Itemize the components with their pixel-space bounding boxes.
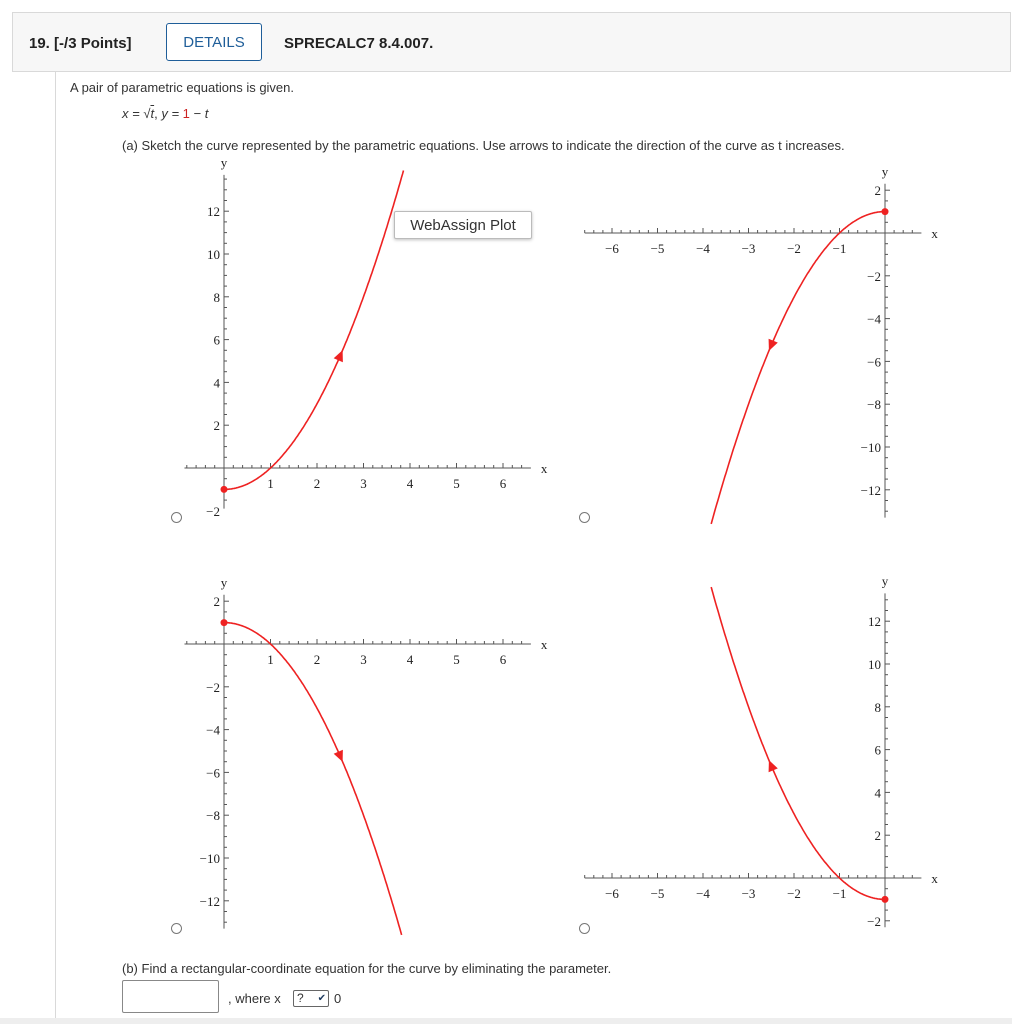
x-tick-label: 4 [406, 476, 414, 491]
y-tick-label: −12 [860, 482, 881, 498]
question-number: 19. [-/3 Points] [29, 35, 132, 52]
y-tick-label: −6 [867, 354, 881, 370]
y-axis-label: y [881, 573, 889, 589]
x-tick-label: 6 [499, 476, 507, 491]
y-equation-const: 1 [182, 106, 190, 121]
equation-separator: , [154, 106, 162, 121]
x-tick-label: −2 [787, 886, 801, 901]
x-equation-lhs: x = [122, 106, 144, 121]
x-tick-label: 6 [499, 652, 507, 667]
x-tick-label: −5 [650, 241, 665, 256]
y-tick-label: 2 [213, 594, 220, 610]
relation-select[interactable] [293, 990, 329, 1007]
x-tick-label: −6 [605, 886, 619, 901]
x-tick-label: −1 [832, 241, 847, 256]
y-axis-label: y [220, 154, 228, 170]
y-tick-label: 12 [868, 614, 881, 630]
y-tick-label: 4 [213, 375, 220, 391]
x-axis-label: x [540, 637, 548, 652]
y-equation-lhs: y = [161, 106, 183, 121]
x-tick-label: −4 [696, 886, 710, 901]
y-tick-label: 10 [868, 657, 881, 672]
bottom-strip [0, 1018, 1012, 1024]
curve-path [711, 587, 885, 899]
y-tick-label: −2 [206, 503, 220, 519]
x-axis-label: x [931, 871, 938, 886]
intro-text: A pair of parametric equations is given. [70, 80, 295, 95]
bound-value: 0 [334, 991, 342, 1006]
chevron-down-icon: ✔ [317, 993, 326, 1004]
x-tick-label: 2 [313, 476, 321, 491]
x-tick-label: 2 [313, 652, 321, 667]
x-tick-label: −3 [741, 241, 756, 256]
part-a-prompt: (a) Sketch the curve represented by the parametric equations. Use arrows to indicate the direction of the curve as t increases. [122, 138, 845, 153]
y-tick-label: 12 [207, 204, 220, 220]
y-tick-label: −12 [199, 893, 220, 909]
y-tick-label: −10 [860, 440, 881, 455]
question-points: [-/3 Points] [54, 35, 132, 52]
x-tick-label: 4 [406, 652, 414, 667]
x-tick-label: −4 [696, 241, 710, 256]
relation-selected: ? [297, 991, 304, 1005]
y-tick-label: −8 [206, 808, 220, 824]
x-tick-label: −5 [650, 886, 665, 901]
x-tick-label: 3 [360, 652, 367, 667]
y-tick-label: 2 [874, 183, 881, 199]
x-tick-label: 1 [267, 476, 274, 491]
x-axis-label: x [931, 226, 938, 241]
x-tick-label: 5 [453, 476, 460, 491]
y-tick-label: 2 [874, 828, 881, 844]
x-equation-rhs: t [150, 106, 155, 121]
y-tick-label: 8 [213, 289, 220, 305]
curve-start-point [882, 896, 889, 903]
y-tick-label: −2 [867, 268, 881, 284]
y-tick-label: 2 [213, 418, 220, 434]
y-tick-label: −4 [867, 311, 881, 327]
webassign-plot-tooltip: WebAssign Plot [394, 211, 532, 239]
where-label: , where x [228, 991, 281, 1006]
part-b-prompt: (b) Find a rectangular-coordinate equation for the curve by eliminating the parameter. [122, 961, 612, 976]
y-tick-label: 10 [207, 247, 220, 262]
y-equation-rest: − t [189, 106, 209, 121]
x-axis-label: x [540, 461, 548, 476]
y-tick-label: 8 [874, 699, 881, 715]
y-axis-label: y [220, 574, 228, 590]
y-tick-label: −10 [199, 851, 220, 866]
x-tick-label: 1 [267, 652, 274, 667]
y-tick-label: −4 [206, 722, 220, 738]
y-tick-label: −8 [867, 397, 881, 413]
x-tick-label: −1 [832, 886, 847, 901]
question-code: SPRECALC7 8.4.007. [284, 35, 434, 52]
y-tick-label: 6 [874, 742, 881, 758]
answer-input[interactable] [122, 980, 219, 1013]
x-tick-label: −3 [741, 886, 756, 901]
y-tick-label: 4 [874, 785, 881, 801]
y-tick-label: −2 [867, 913, 881, 929]
y-tick-label: −2 [206, 679, 220, 695]
x-tick-label: 3 [360, 476, 367, 491]
sqrt-symbol: √ [143, 106, 151, 121]
y-tick-label: −6 [206, 765, 220, 781]
x-tick-label: 5 [453, 652, 460, 667]
details-button[interactable]: DETAILS [166, 23, 262, 61]
x-tick-label: −6 [605, 241, 619, 256]
x-tick-label: −2 [787, 241, 801, 256]
y-tick-label: 6 [213, 332, 220, 348]
y-axis-label: y [881, 163, 889, 179]
